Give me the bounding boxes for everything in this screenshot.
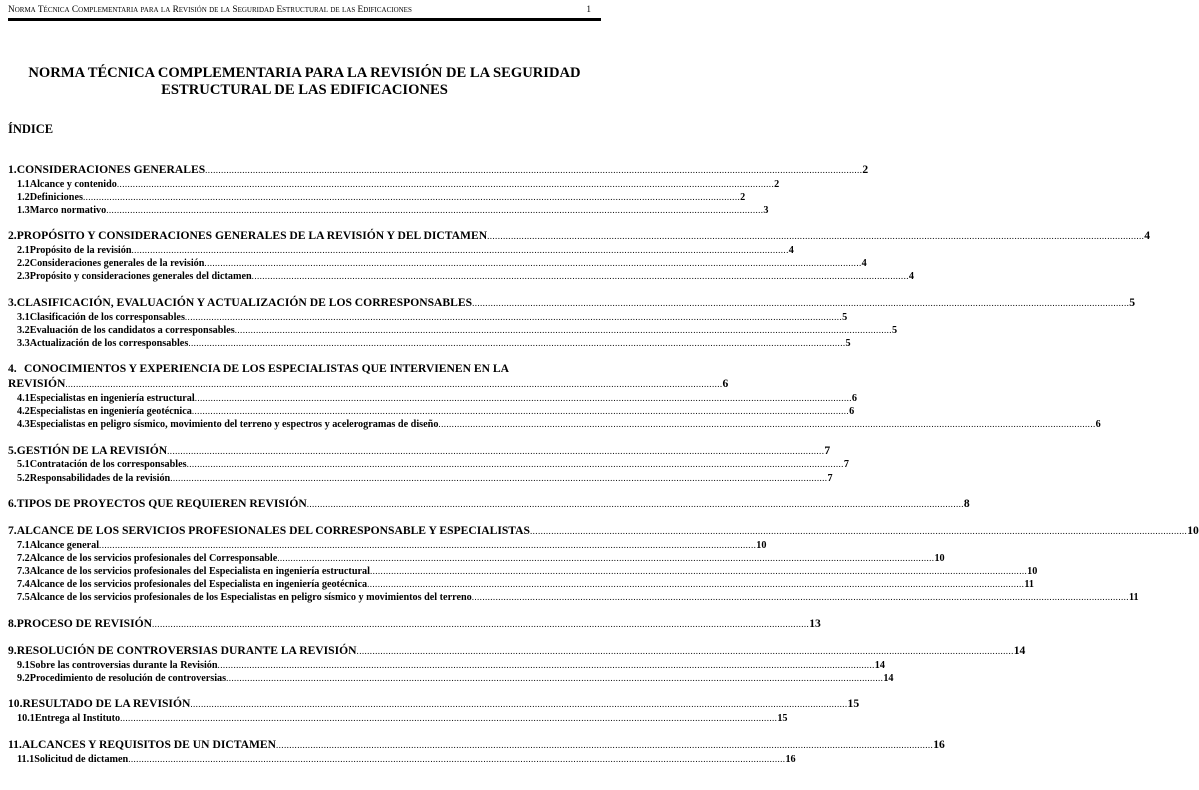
toc-subentry[interactable] [8,405,855,418]
toc-subentry-page: 16 [785,753,796,765]
toc-subentry[interactable] [8,418,1101,431]
toc-entry-number: 8. [8,616,17,630]
toc-entry-wrapped-line[interactable] [8,362,595,377]
toc-entry-page: 10 [1187,524,1199,538]
toc-subentry[interactable] [8,392,857,405]
toc-entry-page: 6 [722,377,729,391]
toc-entry[interactable] [8,697,860,712]
toc-subentry[interactable] [8,191,746,204]
toc-subentry-page: 6 [849,406,855,418]
toc-entry-label: CLASIFICACIÓN, EVALUACIÓN Y ACTUALIZACIÓN DE LOS CORRESPONSABLES [16,295,473,309]
toc-subentry-label: Consideraciones generales de la revisión [29,258,205,270]
toc-subentry[interactable] [8,659,885,672]
toc-entry[interactable] [8,497,970,512]
dot-leader [252,270,909,283]
toc-entry-label: ALCANCES Y REQUISITOS DE UN DICTAMEN [21,737,276,751]
toc-subentry-number: 5.1 [17,459,30,471]
toc-subentry-label: Alcance de los servicios profesionales del Especialista en ingeniería geotécnica [29,579,368,591]
dot-leader [487,229,1144,244]
toc-entry[interactable] [8,524,1199,539]
toc-subentry-page: 5 [842,311,848,323]
dot-leader [167,444,824,459]
dot-leader [307,497,964,512]
document-title-line-2: ESTRUCTURAL DE LAS EDIFICACIONES [161,82,448,98]
toc-subentry-label: Alcance y contenido [29,178,117,190]
table-of-contents [8,163,1199,778]
toc-subentry-number: 4.3 [17,419,30,431]
dot-leader [188,337,845,350]
toc-entry[interactable] [8,644,1026,659]
dot-leader [277,552,934,565]
toc-entry-label: RESULTADO DE LA REVISIÓN [22,697,191,711]
page-number: 1 [586,5,591,15]
toc-subentry-label: Definiciones [29,191,83,203]
dot-leader [204,257,861,270]
toc-subentry-page: 10 [1027,566,1038,578]
toc-subentry-page: 5 [891,324,898,336]
toc-subentry-label: Especialistas en peligro sísmico, movimiento del terreno y espectros y acelerogramas de diseño [29,419,439,431]
dot-leader [117,178,774,191]
dot-leader [128,753,785,766]
toc-subentry-number: 4.1 [17,393,30,404]
dot-leader [170,472,827,485]
toc-subentry-number: 11.1 [17,753,35,765]
toc-subentry-page: 6 [851,393,857,404]
toc-entry-number: 4. [8,362,17,376]
toc-subentry-label: Responsabilidades de la revisión [29,472,171,484]
toc-subentry[interactable] [8,753,796,766]
toc-entry-label-line-1: CONOCIMIENTOS Y EXPERIENCIA DE LOS ESPECIALISTAS QUE INTERVIENEN EN LA [24,362,510,376]
toc-entry-label: GESTIÓN DE LA REVISIÓN [16,443,168,457]
toc-section [8,295,1136,350]
toc-subentry-label: Especialistas en ingeniería geotécnica [29,406,192,418]
toc-subentry-label: Evaluación de los candidatos a corresponsables [29,324,235,336]
dot-leader [226,672,883,685]
toc-entry-label: PROCESO DE REVISIÓN [16,616,152,630]
toc-entry-number: 2. [8,229,17,243]
toc-subentry-label: Contratación de los corresponsables [29,459,187,471]
dot-leader [530,524,1187,539]
dot-leader [276,738,933,753]
toc-subentry-number: 1.3 [17,204,30,216]
dot-leader [187,458,844,471]
toc-subentry[interactable] [8,337,851,350]
toc-section [8,229,1151,283]
header-double-rule [8,18,601,21]
toc-section [8,443,849,485]
toc-subentry[interactable] [8,565,1038,578]
toc-subentry-number: 7.1 [17,540,30,552]
toc-subentry[interactable] [8,270,914,283]
toc-subentry-number: 2.3 [17,271,30,283]
toc-subentry[interactable] [8,204,769,217]
toc-section [8,524,1199,604]
toc-subentry[interactable] [8,472,833,485]
toc-section [8,497,970,512]
dot-leader [472,296,1129,311]
toc-subentry-number: 7.2 [17,553,30,565]
toc-subentry-label: Alcance de los servicios profesionales del Corresponsable [29,553,278,565]
toc-subentry[interactable] [8,552,945,565]
toc-subentry-number: 7.4 [17,579,30,591]
toc-subentry-page: 4 [861,258,867,270]
toc-entry-page: 13 [809,616,821,630]
toc-subentry-label: Solicitud de dictamen [34,753,129,765]
toc-subentry-number: 3.3 [17,337,30,349]
toc-entry-number: 7. [8,524,17,538]
toc-subentry-page: 7 [843,459,849,471]
toc-subentry-number: 4.2 [17,406,30,418]
toc-entry-number: 3. [8,295,17,309]
toc-entry[interactable] [8,377,729,392]
running-header [8,5,595,17]
toc-subentry[interactable] [8,244,794,257]
toc-entry-number: 1. [8,163,17,176]
toc-subentry-label: Propósito de la revisión [29,245,132,257]
toc-entry[interactable] [8,616,821,632]
toc-subentry-label: Procedimiento de resolución de controversias [29,672,227,684]
dot-leader [370,565,1027,578]
toc-section [8,644,1026,685]
toc-subentry-page: 3 [763,204,769,216]
toc-entry[interactable] [8,229,1151,244]
toc-subentry-label: Alcance general [29,540,100,552]
toc-subentry[interactable] [8,712,788,725]
dot-leader [132,244,789,257]
toc-entry-page: 5 [1129,295,1136,309]
toc-subentry-page: 7 [827,472,833,484]
toc-subentry-label: Actualización de los corresponsables [29,337,189,349]
toc-subentry-label: Sobre las controversias durante la Revisión [29,659,218,671]
toc-subentry-label: Propósito y consideraciones generales del dictamen [29,271,252,283]
toc-entry[interactable] [8,163,869,178]
toc-subentry-label: Clasificación de los corresponsables [29,311,185,323]
toc-entry-label: PROPÓSITO Y CONSIDERACIONES GENERALES DE LA REVISIÓN Y DEL DICTAMEN [16,229,488,243]
dot-leader [185,311,842,324]
toc-subentry-page: 11 [1024,579,1034,591]
toc-entry-number: 5. [8,443,17,457]
dot-leader [205,163,862,178]
toc-section [8,362,1101,431]
toc-subentry[interactable] [8,591,1139,604]
toc-subentry-page: 4 [908,271,914,283]
toc-subentry-number: 3.2 [17,324,30,336]
dot-leader [99,539,756,552]
toc-subentry-page: 11 [1128,592,1139,604]
toc-subentry-number: 1.1 [17,178,30,190]
toc-section [8,697,860,725]
toc-entry-page: 7 [824,443,831,457]
toc-entry-page: 2 [862,163,869,176]
toc-subentry-page: 5 [845,337,851,349]
running-header-title: Norma Técnica Complementaria para la Revisión de la Seguridad Estructural de las Edificaciones [8,5,412,15]
toc-subentry[interactable] [8,311,848,324]
toc-section [8,163,869,217]
toc-subentry-number: 7.5 [17,592,30,604]
dot-leader [357,644,1014,659]
toc-entry[interactable] [8,295,1136,311]
dot-leader [106,204,763,217]
dot-leader [218,659,875,672]
toc-entry-page: 14 [1013,644,1026,658]
toc-entry-page: 16 [933,737,945,751]
dot-leader [65,377,722,392]
toc-entry-page: 15 [847,697,860,711]
toc-entry-number: 10. [8,697,23,711]
toc-entry-label: RESOLUCIÓN DE CONTROVERSIAS DURANTE LA REVISIÓN [16,644,357,658]
toc-subentry[interactable] [8,539,767,552]
toc-subentry-page: 15 [777,713,788,725]
toc-subentry-number: 5.2 [17,472,30,484]
toc-entry-label: CONSIDERACIONES GENERALES [16,163,206,176]
toc-entry-number: 6. [8,497,17,511]
toc-entry-label: TIPOS DE PROYECTOS QUE REQUIEREN REVISIÓN [16,497,307,511]
toc-subentry[interactable] [8,458,849,471]
toc-subentry-label: Alcance de los servicios profesionales de los Especialistas en peligro sísmico y movimientos del terreno [29,592,472,604]
toc-subentry-number: 3.1 [17,311,30,323]
toc-subentry-label: Alcance de los servicios profesionales del Especialista en ingeniería estructural [29,566,370,578]
toc-subentry-page: 4 [788,245,794,257]
toc-entry-label: ALCANCE DE LOS SERVICIOS PROFESIONALES DEL CORRESPONSABLE Y ESPECIALISTAS [16,524,530,538]
toc-section [8,737,945,766]
toc-entry-page: 4 [1144,229,1151,243]
toc-entry-label: REVISIÓN [8,377,66,391]
toc-subentry-number: 9.1 [17,659,30,671]
document-title-line-1: NORMA TÉCNICA COMPLEMENTARIA PARA LA REVISIÓN DE LA SEGURIDAD [28,65,581,81]
dot-leader [472,591,1129,604]
dot-leader [235,324,892,337]
toc-subentry-page: 14 [883,672,894,684]
dot-leader [195,392,852,405]
toc-subentry-label: Especialistas en ingeniería estructural [29,393,195,404]
dot-leader [152,617,809,632]
toc-entry[interactable] [8,443,831,459]
toc-subentry[interactable] [8,257,867,270]
toc-entry[interactable] [8,737,945,753]
toc-entry-number: 9. [8,644,17,658]
dot-leader [120,712,777,725]
toc-section [8,616,821,632]
toc-subentry-number: 2.1 [17,245,30,257]
toc-subentry[interactable] [8,324,898,337]
toc-subentry-page: 10 [756,540,767,552]
index-heading: ÍNDICE [8,122,54,136]
toc-subentry-number: 1.2 [17,191,30,203]
toc-subentry-page: 10 [934,553,945,565]
toc-subentry-label: Entrega al Instituto [34,713,121,725]
dot-leader [190,697,847,712]
toc-subentry-label: Marco normativo [29,204,107,216]
toc-entry-number: 11. [8,737,22,751]
dot-leader [367,578,1024,591]
toc-subentry-page: 2 [774,178,780,190]
toc-entry-page: 8 [963,497,970,511]
toc-subentry-number: 2.2 [17,258,30,270]
dot-leader [83,191,740,204]
toc-subentry[interactable] [8,672,894,685]
toc-subentry-number: 9.2 [17,672,30,684]
toc-subentry-page: 6 [1095,419,1101,431]
dot-leader [192,405,849,418]
toc-subentry-page: 2 [740,191,746,203]
toc-subentry[interactable] [8,578,1034,591]
toc-subentry-number: 10.1 [17,713,35,725]
dot-leader [438,418,1095,431]
toc-subentry-number: 7.3 [17,566,30,578]
document-title [0,65,609,99]
toc-subentry[interactable] [8,178,780,191]
toc-subentry-page: 14 [874,659,885,671]
